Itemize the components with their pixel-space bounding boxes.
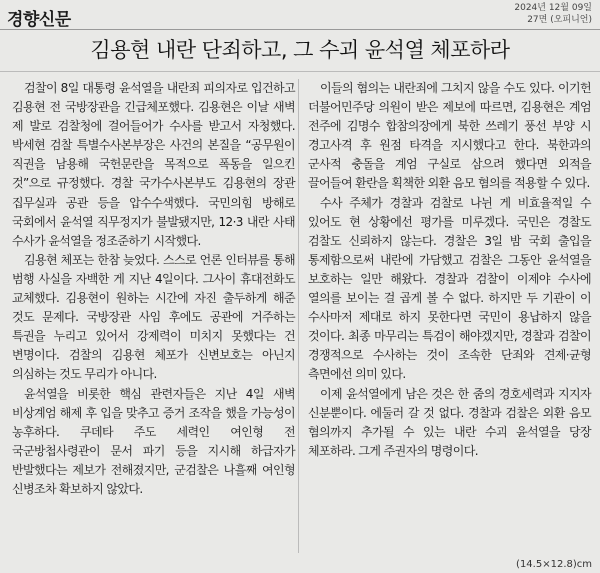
headline: 김용현 내란 단죄하고, 그 수괴 윤석열 체포하라 (90, 38, 510, 62)
page-section: 27면 (오피니언) (527, 15, 592, 25)
column-divider (298, 79, 299, 553)
paragraph: 이제 윤석열에게 남은 것은 한 줌의 경호세력과 지지자 신분뿐이다. 에둘러 갈 것 없다. 경찰과 검찰은 외환 음모 혐의까지 추가될 수 있는 내란 수괴 윤석열을 당장 체포하라. 그게 주권자의 명령이다. (308, 386, 591, 458)
dateline (514, 2, 592, 26)
column-right (308, 79, 591, 461)
paragraph: 윤석열을 비롯한 핵심 관련자들은 지난 4일 새벽 비상계엄 해제 후 입을 맞추고 증거 조작을 했을 가능성이 농후하다. 쿠데타 주도 세력인 여인형 전 국군방첩사령관이 문서 파기 등을 지시해 하급자가 반발했다는 제보가 전해졌지만, 군검찰은 나흘째 여인형 신병조차 확보하지 않았다. (12, 386, 295, 496)
column-left (12, 79, 295, 499)
headline-rule (0, 71, 600, 72)
top-rule (0, 29, 600, 30)
paragraph: 김용현 체포는 한참 늦었다. 스스로 언론 인터뷰를 통해 범행 사실을 자백한 게 지난 4일이다. 그사이 휴대전화도 교체했다. 김용현이 원하는 시간에 자진 출두하게 해준 것도 문제다. 국방장관 사임 후에도 공관에 거주하는 특권을 누리고 있어서 강제력이 미치지 못했다는 건 변명이다. 검찰의 김용현 체포가 신변보호는 아닌지 의심하는 것도 무리가 아니다. (12, 252, 295, 382)
paragraph: 검찰이 8일 대통령 윤석열을 내란죄 피의자로 입건하고 김용현 전 국방장관을 긴급체포했다. 김용현은 이날 새벽 제 발로 검찰청에 걸어들어가 수사를 받고서 자청했다. 박세현 검찰 특별수사본부장은 사건의 본질을 “공무원이 직권을 남용해 국헌문란을 목적으로 폭동을 일으킨 것”으로 규정했다. 경찰 국가수사본부도 김용현의 장관 집무실과 공관 등을 압수수색했다. 국민의힘 방해로 국회에서 윤석열 직무정지가 불발됐지만, 12·3 내란 사태 수사가 윤석열을 정조준하기 시작했다. (12, 81, 295, 248)
publication-date: 2024년 12월 09일 (514, 3, 592, 13)
clipping-size: (14.5×12.8)cm (516, 559, 592, 570)
paragraph: 이들의 혐의는 내란죄에 그치지 않을 수도 있다. 이기헌 더불어민주당 의원이 받은 제보에 따르면, 김용현은 계엄 전주에 김명수 합참의장에게 북한 쓰레기 풍선 부양 시 경고사격 후 원점 타격을 지시했다고 한다. 북한과의 군사적 충돌을 계엄 구실로 삼으려 했다면 외적을 끌어들여 환란을 획책한 외환 음모 혐의를 적용할 수 있다. (308, 81, 591, 191)
paragraph: 수사 주체가 경찰과 검찰로 나뉜 게 비효율적일 수 있어도 현 상황에선 평가를 미루겠다. 국민은 경찰도 검찰도 신뢰하지 않는다. 경찰은 3일 밤 국회 출입을 통제함으로써 내란에 가담했고 검찰은 그동안 윤석열을 보호하는 일만 해왔다. 경찰과 검찰이 이제야 수사에 열의를 보이는 걸 곱게 볼 수 없다. 하지만 두 기관이 이 수사마저 제대로 하지 못한다면 국민이 용납하지 않을 것이다. 최종 마무리는 특검이 해야겠지만, 경찰과 검찰이 경쟁적으로 수사하는 것이 조속한 단죄와 견제·균형 측면에선 의미 있다. (308, 195, 591, 382)
masthead: 경향신문 (7, 10, 71, 30)
